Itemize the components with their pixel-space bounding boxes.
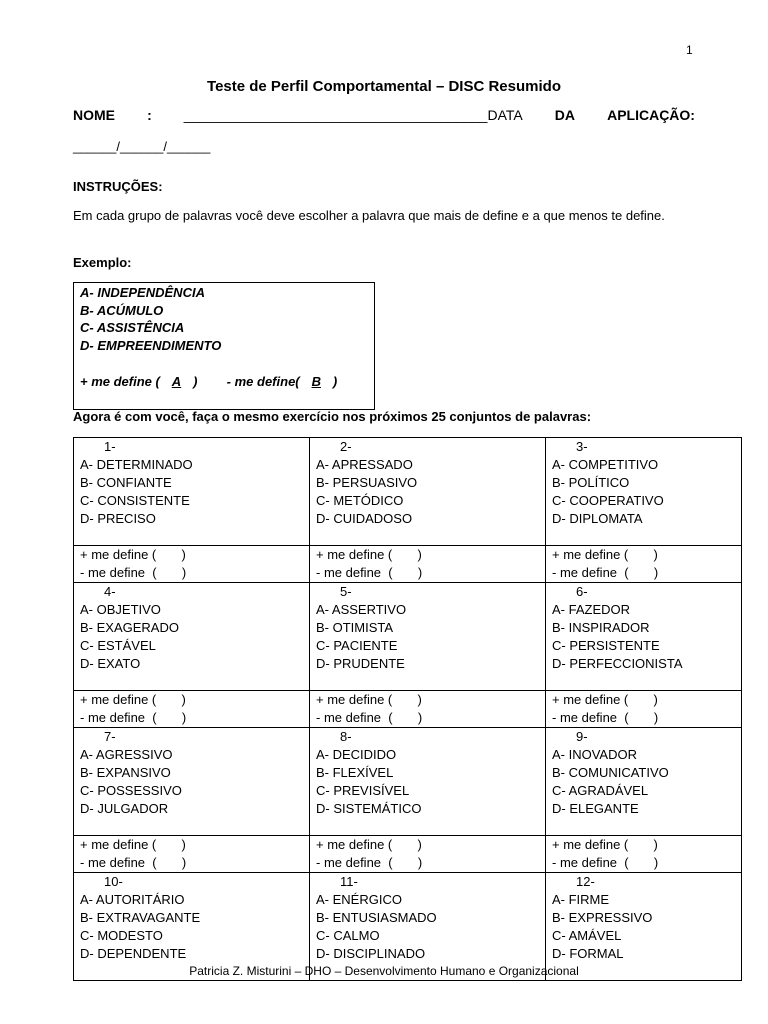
group-option: B- EXAGERADO: [80, 620, 179, 635]
group-option: D- JULGADOR: [80, 801, 169, 816]
word-group-cell: [310, 728, 546, 836]
group-option: A- ENÉRGICO: [316, 892, 402, 907]
group-number: 2-: [340, 439, 352, 454]
group-option: B- POLÍTICO: [552, 475, 630, 490]
plus-define-field[interactable]: + me define ( ): [552, 692, 658, 707]
minus-define-field[interactable]: - me define ( ): [552, 565, 659, 580]
answer-cell[interactable]: [310, 691, 546, 728]
minus-define-field[interactable]: - me define ( ): [316, 565, 423, 580]
group-option: C- CALMO: [316, 928, 380, 943]
word-group-cell: [546, 728, 742, 836]
instructions-text: Em cada grupo de palavras você deve escolher a palavra que mais de define e a que menos te define.: [73, 208, 665, 223]
name-field-line[interactable]: _______________________________________DATA: [183, 107, 523, 123]
group-number: 4-: [104, 584, 116, 599]
group-option: D- DIPLOMATA: [552, 511, 643, 526]
word-group-cell: [74, 438, 310, 546]
exercise-intro: Agora é com você, faça o mesmo exercício nos próximos 25 conjuntos de palavras:: [73, 409, 592, 424]
word-group-row: [74, 728, 742, 836]
group-option: A- ASSERTIVO: [316, 602, 407, 617]
name-label: NOME: [73, 107, 115, 123]
minus-define-field[interactable]: - me define ( ): [80, 855, 187, 870]
example-plus-label: + me define (: [80, 374, 160, 389]
group-number: 5-: [340, 584, 352, 599]
group-option: B- INSPIRADOR: [552, 620, 650, 635]
group-option: C- AGRADÁVEL: [552, 783, 649, 798]
group-option: C- AMÁVEL: [552, 928, 622, 943]
group-option: B- ENTUSIASMADO: [316, 910, 437, 925]
group-option: A- AUTORITÁRIO: [80, 892, 185, 907]
page-title: Teste de Perfil Comportamental – DISC Resumido: [207, 78, 561, 95]
group-number: 3-: [576, 439, 588, 454]
word-group-cell: [546, 438, 742, 546]
group-option: C- PACIENTE: [316, 638, 398, 653]
group-number: 9-: [576, 729, 588, 744]
group-option: A- OBJETIVO: [80, 602, 161, 617]
group-option: C- METÓDICO: [316, 493, 404, 508]
example-plus-answer: A: [171, 374, 182, 389]
plus-define-field[interactable]: + me define ( ): [80, 692, 186, 707]
group-number: 7-: [104, 729, 116, 744]
group-option: D- PRECISO: [80, 511, 156, 526]
word-group-cell: [74, 583, 310, 691]
group-option: A- INOVADOR: [552, 747, 637, 762]
minus-define-field[interactable]: - me define ( ): [316, 710, 423, 725]
group-option: D- FORMAL: [552, 946, 624, 961]
minus-define-field[interactable]: - me define ( ): [80, 710, 187, 725]
example-minus-answer: B: [311, 374, 321, 389]
answer-cell[interactable]: [546, 691, 742, 728]
example-answers: [80, 374, 337, 389]
group-option: B- COMUNICATIVO: [552, 765, 669, 780]
group-option: A- FAZEDOR: [552, 602, 631, 617]
group-option: C- POSSESSIVO: [80, 783, 182, 798]
plus-define-field[interactable]: + me define ( ): [80, 837, 186, 852]
date-field-line[interactable]: ______/______/______: [73, 139, 211, 154]
group-option: A- FIRME: [552, 892, 610, 907]
plus-define-field[interactable]: + me define ( ): [316, 837, 422, 852]
instructions-heading: INSTRUÇÕES:: [73, 179, 163, 194]
word-group-cell: [310, 438, 546, 546]
example-heading: Exemplo:: [73, 255, 132, 270]
example-option: A- INDEPENDÊNCIA: [80, 285, 205, 300]
group-option: D- EXATO: [80, 656, 141, 671]
word-group-row: [74, 438, 742, 546]
word-groups-table: [73, 437, 742, 981]
example-option: C- ASSISTÊNCIA: [80, 320, 185, 335]
answer-cell[interactable]: [74, 691, 310, 728]
minus-define-field[interactable]: - me define ( ): [80, 565, 187, 580]
example-plus-close: ): [193, 374, 198, 389]
plus-define-field[interactable]: + me define ( ): [316, 692, 422, 707]
group-option: C- CONSISTENTE: [80, 493, 190, 508]
group-option: C- COOPERATIVO: [552, 493, 664, 508]
example-minus-close: ): [332, 374, 338, 389]
answer-cell[interactable]: [74, 836, 310, 873]
group-option: A- DETERMINADO: [80, 457, 193, 472]
answer-cell[interactable]: [546, 836, 742, 873]
group-option: B- CONFIANTE: [80, 475, 172, 490]
minus-define-field[interactable]: - me define ( ): [552, 710, 659, 725]
group-option: C- ESTÁVEL: [80, 638, 156, 653]
word-group-cell: [546, 583, 742, 691]
example-option: D- EMPREENDIMENTO: [80, 338, 222, 353]
name-date-row: [73, 107, 695, 123]
plus-define-field[interactable]: + me define ( ): [552, 547, 658, 562]
answer-cell[interactable]: [74, 546, 310, 583]
group-option: A- APRESSADO: [316, 457, 413, 472]
answer-row: [74, 691, 742, 728]
group-option: D- PERFECCIONISTA: [552, 656, 683, 671]
group-option: D- SISTEMÁTICO: [316, 801, 422, 816]
application-label: APLICAÇÃO:: [607, 107, 695, 123]
group-option: B- EXTRAVAGANTE: [80, 910, 201, 925]
group-option: B- EXPRESSIVO: [552, 910, 653, 925]
group-number: 12-: [576, 874, 595, 889]
group-number: 8-: [340, 729, 352, 744]
word-group-cell: [310, 583, 546, 691]
group-option: C- MODESTO: [80, 928, 163, 943]
example-minus-label: - me define(: [226, 374, 300, 389]
group-number: 10-: [104, 874, 123, 889]
group-option: B- FLEXÍVEL: [316, 765, 394, 780]
group-option: C- PERSISTENTE: [552, 638, 660, 653]
example-box: [73, 282, 375, 410]
plus-define-field[interactable]: + me define ( ): [316, 547, 422, 562]
group-option: A- COMPETITIVO: [552, 457, 659, 472]
page-number: 1: [686, 43, 693, 57]
date-label-da: DA: [554, 107, 576, 123]
word-group-row: [74, 583, 742, 691]
word-group-cell: [74, 728, 310, 836]
group-option: A- AGRESSIVO: [80, 747, 173, 762]
minus-define-field[interactable]: - me define ( ): [316, 855, 423, 870]
minus-define-field[interactable]: - me define ( ): [552, 855, 659, 870]
name-colon: :: [147, 107, 152, 123]
answer-cell[interactable]: [546, 546, 742, 583]
group-number: 1-: [104, 439, 116, 454]
page-footer: Patricia Z. Misturini – DHO – Desenvolvimento Humano e Organizacional: [189, 964, 579, 978]
plus-define-field[interactable]: + me define ( ): [552, 837, 658, 852]
answer-cell[interactable]: [310, 836, 546, 873]
plus-define-field[interactable]: + me define ( ): [80, 547, 186, 562]
answer-cell[interactable]: [310, 546, 546, 583]
group-number: 11-: [340, 874, 358, 889]
group-option: B- EXPANSIVO: [80, 765, 171, 780]
group-number: 6-: [576, 584, 588, 599]
answer-row: [74, 546, 742, 583]
group-option: B- OTIMISTA: [316, 620, 394, 635]
group-option: B- PERSUASIVO: [316, 475, 418, 490]
group-option: D- DEPENDENTE: [80, 946, 187, 961]
answer-row: [74, 836, 742, 873]
group-option: D- CUIDADOSO: [316, 511, 413, 526]
group-option: D- ELEGANTE: [552, 801, 639, 816]
example-option: B- ACÚMULO: [80, 303, 164, 318]
group-option: A- DECIDIDO: [316, 747, 397, 762]
group-option: D- PRUDENTE: [316, 656, 405, 671]
group-option: D- DISCIPLINADO: [316, 946, 426, 961]
group-option: C- PREVISÍVEL: [316, 783, 410, 798]
